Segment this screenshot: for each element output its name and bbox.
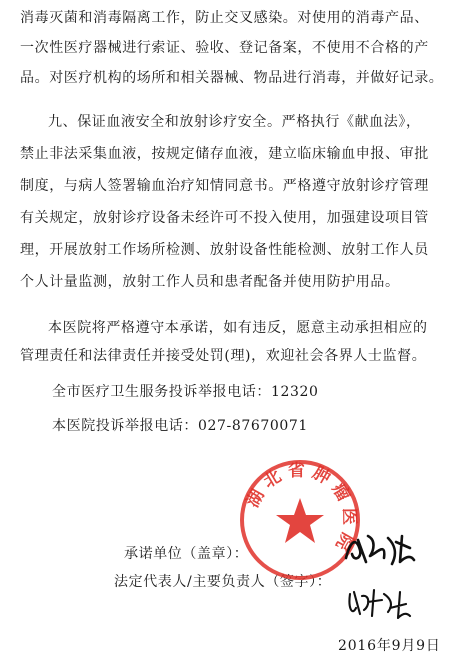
section-nine-heading-line: 九、保证血液安全和放射诊疗安全。严格执行《献血法》， (48, 114, 421, 130)
legal-representative-label: 法定代表人/主要负责人（签字）： (114, 574, 332, 590)
seal-text: 湖北省肿瘤医院 (242, 460, 360, 559)
body-line: 管理责任和法律责任并接受处罚(理)，欢迎社会各界人士监督。 (20, 348, 427, 364)
body-line: 一次性医疗器械进行索证、验收、登记备案，不使用不合格的产 (20, 40, 429, 56)
hospital-hotline: 本医院投诉举报电话：027-87670071 (52, 418, 308, 434)
body-line: 制度，与病人签署输血治疗知情同意书。严格遵守放射诊疗管理 (20, 178, 429, 194)
body-line: 有关规定，放射诊疗设备未经许可不投入使用，加强建设项目管 (20, 210, 429, 226)
signature-second (344, 586, 416, 624)
seal-star-icon (276, 498, 324, 543)
commitment-paragraph-line: 本医院将严格遵守本承诺，如有违反，愿意主动承担相应的 (48, 320, 428, 336)
body-line: 理，开展放射工作场所检测、放射设备性能检测、放射工作人员 (20, 242, 429, 258)
body-line: 个人计量监测，放射工作人员和患者配备并使用防护用品。 (20, 274, 400, 290)
body-line: 品。对医疗机构的场所和相关器械、物品进行消毒，并做好记录。 (20, 70, 444, 86)
body-line: 禁止非法采集血液，按规定储存血液，建立临床输血申报、审批 (20, 146, 429, 162)
body-line: 消毒灭菌和消毒隔离工作，防止交叉感染。对使用的消毒产品、 (20, 10, 429, 26)
signer-unit-label: 承诺单位（盖章）： (124, 546, 249, 562)
document-date: 2016年9月9日 (338, 638, 441, 654)
signature-first (340, 528, 418, 570)
city-hotline: 全市医疗卫生服务投诉举报电话：12320 (52, 384, 319, 400)
